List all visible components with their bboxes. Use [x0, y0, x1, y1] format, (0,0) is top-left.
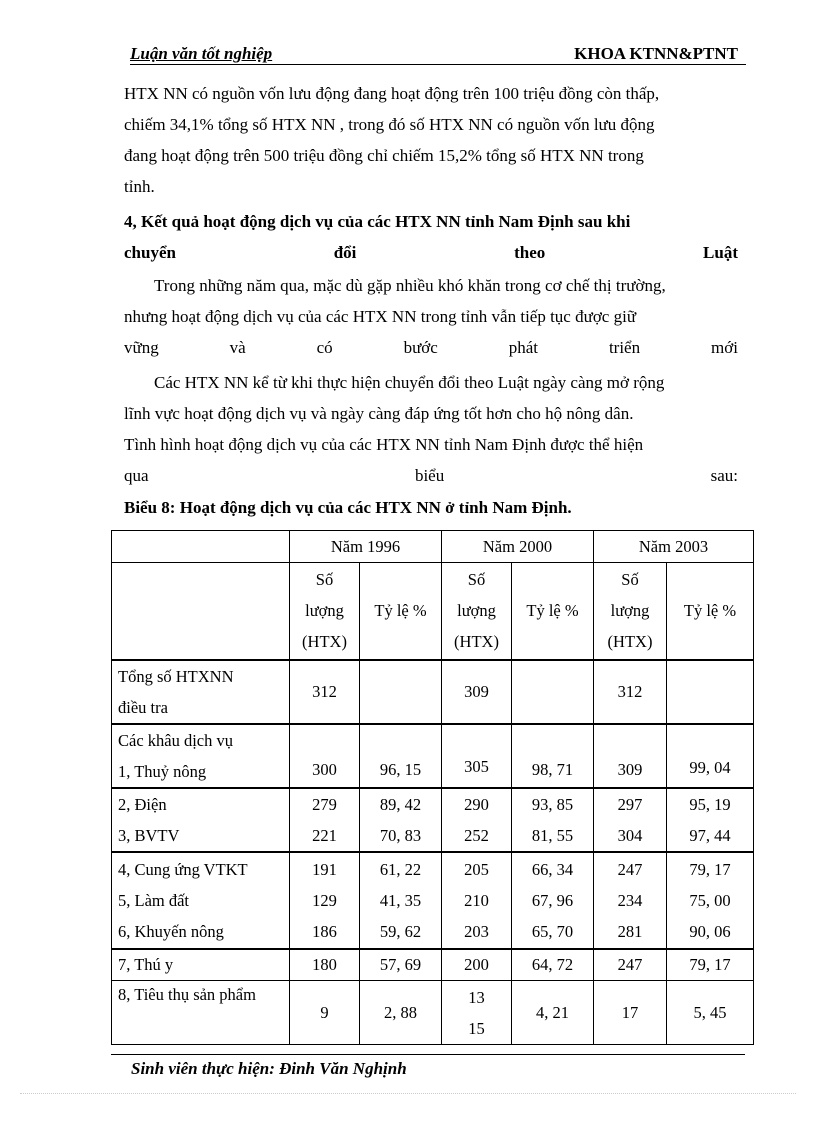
heading-word: Luật — [703, 243, 738, 262]
row-label: Các khâu dịch vụ 1, Thuỷ nông — [112, 724, 290, 788]
cell-pct: 57, 69 — [360, 949, 442, 981]
cell-pct: 79, 17 75, 00 90, 06 — [667, 852, 754, 949]
table-header-years — [112, 531, 754, 563]
header-blank — [112, 531, 290, 563]
cell-count: 247 — [594, 949, 667, 981]
cell-pct: 89, 42 70, 83 — [360, 788, 442, 852]
word: có — [316, 338, 333, 357]
text-line: chiếm 34,1% tổng số HTX NN , trong đó số HTX NN có nguồn vốn lưu động — [124, 115, 655, 134]
word: và — [229, 338, 246, 357]
table-row — [112, 949, 754, 981]
text-line-spread — [124, 460, 738, 491]
text-line: đang hoạt động trên 500 triệu đồng chỉ chiếm 15,2% tổng số HTX NN trong — [124, 146, 644, 165]
cell-pct: 96, 15 — [360, 724, 442, 788]
year-header: Năm 2000 — [442, 531, 594, 563]
section-heading-4 — [124, 206, 738, 268]
page-header — [130, 44, 746, 65]
text-line: nhưng hoạt động dịch vụ của các HTX NN trong tỉnh vẫn tiếp tục được giữ — [124, 307, 637, 326]
text-line-spread — [124, 332, 738, 363]
count-header: Số lượng (HTX) — [442, 563, 512, 660]
header-blank — [112, 563, 290, 660]
cell-pct — [512, 660, 594, 724]
table-row — [112, 724, 754, 788]
text-line: Trong những năm qua, mặc dù gặp nhiều khó khăn trong cơ chế thị trường, — [154, 276, 666, 295]
text-line: Tình hình hoạt động dịch vụ của các HTX NN tỉnh Nam Định được thể hiện — [124, 435, 644, 454]
cell-pct: 66, 34 67, 96 65, 70 — [512, 852, 594, 949]
word: sau: — [710, 466, 738, 485]
cell-count: 180 — [290, 949, 360, 981]
cell-pct: 64, 72 — [512, 949, 594, 981]
cell-count: 290 252 — [442, 788, 512, 852]
word: bước — [403, 338, 438, 357]
cell-count: 309 — [594, 724, 667, 788]
cell-pct: 99, 04 — [667, 724, 754, 788]
heading-word: đổi — [333, 243, 357, 262]
word: mới — [711, 338, 738, 357]
page-footer — [111, 1054, 745, 1078]
word: phát — [508, 338, 539, 357]
year-header: Năm 1996 — [290, 531, 442, 563]
cell-pct: 79, 17 — [667, 949, 754, 981]
header-thesis-label: Luận văn tốt nghiệp — [130, 44, 273, 63]
word: qua — [124, 466, 149, 485]
cell-count: 300 — [290, 724, 360, 788]
cell-pct: 98, 71 — [512, 724, 594, 788]
header-faculty-label: KHOA KTNN&PTNT — [574, 44, 738, 63]
table-row-group — [112, 788, 754, 852]
cell-pct: 4, 21 — [512, 981, 594, 1045]
cell-count: 13 15 — [442, 981, 512, 1045]
heading-word: chuyển — [124, 243, 176, 262]
cell-count: 312 — [290, 660, 360, 724]
pct-header: Tỷ lệ % — [667, 563, 754, 660]
row-label: 8, Tiêu thụ sản phẩm — [112, 981, 290, 1045]
cell-count: 9 — [290, 981, 360, 1045]
footer-author: Sinh viên thực hiện: Đinh Văn Nghịnh — [131, 1059, 407, 1078]
text-line: Các HTX NN kể từ khi thực hiện chuyển đổi theo Luật ngày càng mở rộng — [154, 373, 665, 392]
page-bottom-divider — [20, 1093, 796, 1094]
text-line: lĩnh vực hoạt động dịch vụ và ngày càng đáp ứng tốt hơn cho hộ nông dân. — [124, 404, 634, 423]
cell-count: 200 — [442, 949, 512, 981]
cell-count: 297 304 — [594, 788, 667, 852]
cell-count: 205 210 203 — [442, 852, 512, 949]
text-line: HTX NN có nguồn vốn lưu động đang hoạt động trên 100 triệu đồng còn thấp, — [124, 84, 660, 103]
heading-line: 4, Kết quả hoạt động dịch vụ của các HTX NN tỉnh Nam Định sau khi — [124, 212, 631, 231]
cell-count: 247 234 281 — [594, 852, 667, 949]
word: triển — [608, 338, 641, 357]
services-table — [111, 530, 754, 1045]
paragraph-services-expand — [124, 367, 738, 491]
pct-header: Tỷ lệ % — [360, 563, 442, 660]
table-row — [112, 981, 754, 1045]
table-row-group — [112, 852, 754, 949]
word: biểu — [414, 466, 445, 485]
cell-pct: 5, 45 — [667, 981, 754, 1045]
cell-pct: 95, 19 97, 44 — [667, 788, 754, 852]
paragraph-services-maintained — [124, 270, 738, 363]
word: vững — [124, 338, 159, 357]
table-title: Biểu 8: Hoạt động dịch vụ của các HTX NN ở tỉnh Nam Định. — [124, 498, 572, 517]
year-header: Năm 2003 — [594, 531, 754, 563]
cell-pct — [360, 660, 442, 724]
cell-pct: 61, 22 41, 35 59, 62 — [360, 852, 442, 949]
count-header: Số lượng (HTX) — [594, 563, 667, 660]
table-row-total — [112, 660, 754, 724]
cell-pct: 2, 88 — [360, 981, 442, 1045]
heading-word: theo — [514, 243, 546, 262]
row-label: 7, Thú y — [112, 949, 290, 981]
row-label: 2, Điện 3, BVTV — [112, 788, 290, 852]
cell-count: 17 — [594, 981, 667, 1045]
row-label: Tổng số HTXNN điều tra — [112, 660, 290, 724]
cell-count: 279 221 — [290, 788, 360, 852]
cell-count: 312 — [594, 660, 667, 724]
paragraph-capital — [124, 78, 738, 202]
cell-count: 305 — [442, 724, 512, 788]
cell-count: 309 — [442, 660, 512, 724]
table-header-sub — [112, 563, 754, 660]
heading-line-spread — [124, 237, 738, 268]
count-header: Số lượng (HTX) — [290, 563, 360, 660]
cell-pct: 93, 85 81, 55 — [512, 788, 594, 852]
cell-count: 191 129 186 — [290, 852, 360, 949]
pct-header: Tỷ lệ % — [512, 563, 594, 660]
cell-pct — [667, 660, 754, 724]
text-line: tỉnh. — [124, 177, 155, 196]
row-label: 4, Cung ứng VTKT 5, Làm đất 6, Khuyến nông — [112, 852, 290, 949]
